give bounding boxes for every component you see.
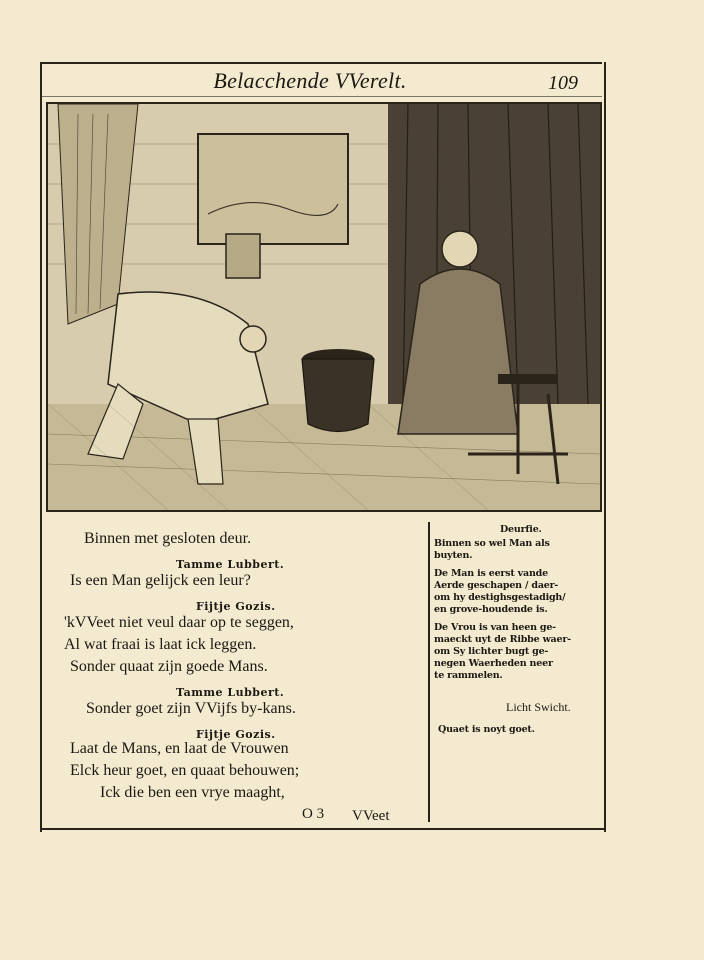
- right-line: De Man is eerst vande: [434, 568, 548, 579]
- right-line: De Vrou is van heen ge-: [434, 622, 556, 633]
- verse-line: 'kVVeet niet veul daar op te seggen,: [64, 614, 294, 631]
- right-column-commentary: [430, 522, 606, 822]
- top-rule: [40, 62, 602, 64]
- catchword: VVeet: [352, 808, 390, 824]
- verse-line: Laat de Mans, en laat de Vrouwen: [70, 740, 289, 757]
- engraving-illustration: [46, 102, 602, 512]
- verse-line: Al wat fraai is laat ick leggen.: [64, 636, 257, 653]
- speaker-name: Fijtje Gozis.: [196, 728, 276, 741]
- left-margin-rule: [40, 62, 42, 832]
- verse-line: Elck heur goet, en quaat behouwen;: [70, 762, 300, 779]
- motto-line: Quaet is noyt goet.: [438, 724, 535, 735]
- signature-mark: O 3: [302, 806, 325, 822]
- author-name: Licht Swicht.: [506, 700, 571, 714]
- right-line: Binnen so wel Man als: [434, 538, 550, 549]
- right-line: negen Waerheden neer: [434, 658, 553, 669]
- header-rule: [40, 96, 602, 97]
- speaker-name: Tamme Lubbert.: [176, 686, 285, 699]
- right-line: maeckt uyt de Ribbe waer-: [434, 634, 571, 645]
- verse-line: Binnen met gesloten deur.: [84, 530, 252, 547]
- bottom-rule: [40, 828, 606, 830]
- page-number: 109: [548, 72, 578, 94]
- right-line: en grove-houdende is.: [434, 604, 548, 615]
- right-line: om hy destighsgestadigh/: [434, 592, 566, 603]
- speaker-name: Fijtje Gozis.: [196, 600, 276, 613]
- right-line: om Sy lichter bugt ge-: [434, 646, 549, 657]
- verse-line: Ick die ben een vrye maaght,: [100, 784, 285, 801]
- right-line: te rammelen.: [434, 670, 503, 681]
- cooking-pot: [302, 349, 374, 432]
- right-heading: Deurfie.: [500, 524, 542, 535]
- right-line: Aerde geschapen / daer-: [434, 580, 559, 591]
- verse-line: Is een Man gelijck een leur?: [70, 572, 251, 589]
- wall-painting: [198, 134, 348, 244]
- speaker-name: Tamme Lubbert.: [176, 558, 285, 571]
- verse-line: Sonder quaat zijn goede Mans.: [70, 658, 268, 675]
- running-header-title: Belacchende VVerelt.: [213, 68, 407, 93]
- small-mirror: [226, 234, 260, 278]
- verse-line: Sonder goet zijn VVijfs by-kans.: [86, 700, 296, 717]
- right-line: buyten.: [434, 550, 473, 561]
